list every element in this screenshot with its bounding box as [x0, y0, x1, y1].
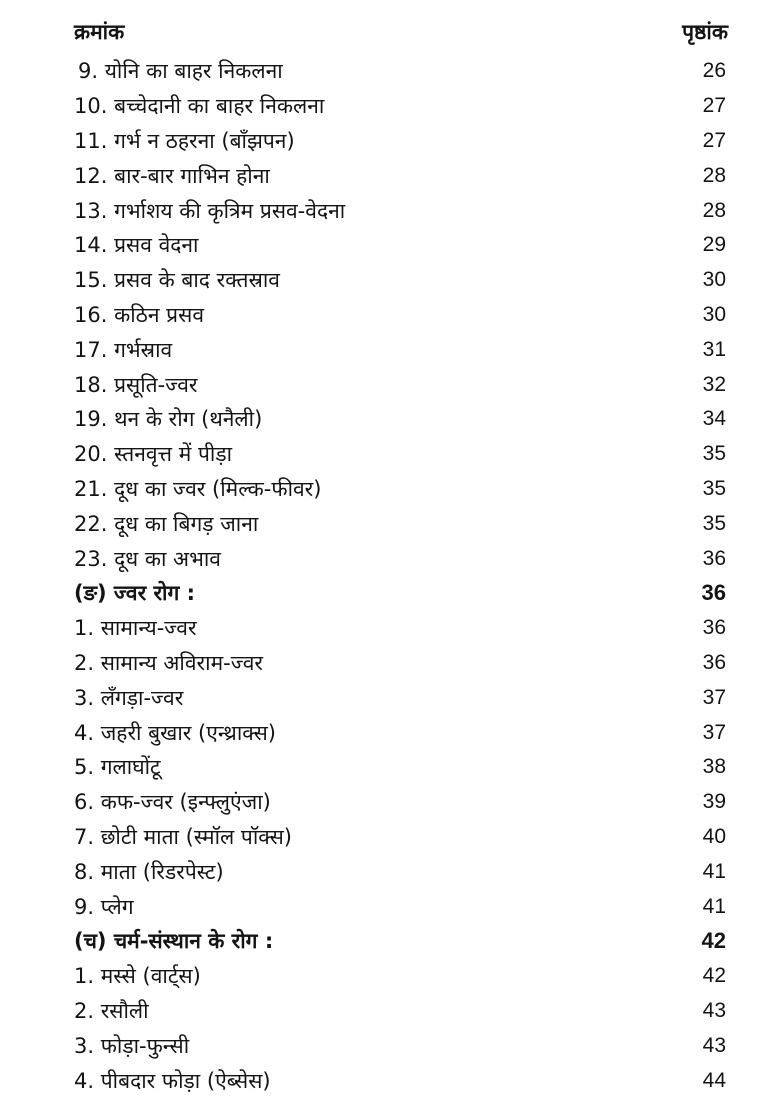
entry-page-number: 36	[702, 546, 726, 570]
contents-list	[0, 54, 780, 1098]
entry-title: 2. सामान्य अविराम-ज्वर	[74, 650, 263, 675]
contents-entry	[0, 994, 780, 1029]
entry-page-number: 26	[702, 59, 726, 83]
entry-title: 3. फोड़ा-फुन्सी	[74, 1033, 190, 1058]
contents-entry	[0, 332, 780, 367]
section-title: (च) चर्म-संस्थान के रोग :	[74, 929, 274, 954]
contents-entry	[0, 541, 780, 576]
entry-page-number: 41	[702, 894, 726, 918]
section-heading-row	[0, 924, 780, 959]
entry-page-number: 36	[701, 580, 726, 606]
entry-title: 2. रसौली	[74, 998, 149, 1023]
contents-entry	[0, 228, 780, 263]
section-title: (ङ) ज्वर रोग :	[74, 581, 196, 606]
contents-entry	[0, 785, 780, 820]
contents-entry	[0, 680, 780, 715]
entry-title: 16. कठिन प्रसव	[74, 302, 204, 327]
entry-page-number: 43	[702, 998, 726, 1022]
serial-number-heading: क्रमांक	[74, 20, 125, 44]
entry-title: 10. बच्चेदानी का बाहर निकलना	[74, 94, 325, 119]
entry-title: 7. छोटी माता (स्मॉल पॉक्स)	[74, 824, 292, 849]
entry-title: 4. जहरी बुखार (एन्थ्राक्स)	[74, 720, 276, 745]
entry-page-number: 42	[701, 928, 726, 954]
entry-page-number: 35	[702, 442, 726, 466]
contents-entry	[0, 854, 780, 889]
entry-page-number: 38	[702, 755, 726, 779]
entry-page-number: 43	[702, 1033, 726, 1057]
entry-page-number: 37	[702, 720, 726, 744]
entry-page-number: 36	[702, 616, 726, 640]
entry-title: 1. मस्से (वार्ट्स)	[74, 964, 201, 989]
contents-entry	[0, 715, 780, 750]
contents-entry	[0, 889, 780, 924]
entry-page-number: 29	[702, 233, 726, 257]
entry-title: 9. योनि का बाहर निकलना	[78, 59, 283, 84]
entry-title: 13. गर्भाशय की कृत्रिम प्रसव-वेदना	[74, 198, 346, 223]
entry-page-number: 32	[702, 372, 726, 396]
entry-page-number: 30	[702, 302, 726, 326]
contents-entry	[0, 1028, 780, 1063]
contents-entry	[0, 89, 780, 124]
contents-entry	[0, 959, 780, 994]
contents-entry	[0, 124, 780, 159]
entry-title: 22. दूध का बिगड़ जाना	[74, 511, 259, 536]
entry-title: 6. कफ-ज्वर (इन्फ्लुएंजा)	[74, 790, 271, 815]
entry-page-number: 34	[702, 407, 726, 431]
entry-title: 18. प्रसूति-ज्वर	[74, 372, 198, 397]
entry-title: 15. प्रसव के बाद रक्तस्राव	[74, 268, 280, 293]
contents-entry	[0, 367, 780, 402]
entry-page-number: 27	[702, 94, 726, 118]
contents-entry	[0, 437, 780, 472]
entry-title: 14. प्रसव वेदना	[74, 233, 199, 258]
entry-title: 17. गर्भस्राव	[74, 337, 173, 362]
entry-title: 11. गर्भ न ठहरना (बाँझपन)	[74, 128, 295, 153]
section-heading-row	[0, 576, 780, 611]
entry-title: 19. थन के रोग (थनैली)	[74, 407, 263, 432]
entry-title: 23. दूध का अभाव	[74, 546, 221, 571]
entry-page-number: 28	[702, 163, 726, 187]
entry-page-number: 42	[702, 964, 726, 988]
entry-title: 4. पीबदार फोड़ा (ऐब्सेस)	[74, 1068, 271, 1093]
entry-title: 21. दूध का ज्वर (मिल्क-फीवर)	[74, 476, 322, 501]
entry-page-number: 30	[702, 268, 726, 292]
entry-title: 20. स्तनवृत्त में पीड़ा	[74, 442, 233, 467]
contents-entry	[0, 402, 780, 437]
page-number-heading: पृष्ठांक	[682, 20, 728, 44]
contents-entry	[0, 646, 780, 681]
contents-entry	[0, 820, 780, 855]
contents-entry	[0, 263, 780, 298]
entry-page-number: 40	[702, 824, 726, 848]
entry-title: 1. सामान्य-ज्वर	[74, 616, 197, 641]
entry-title: 5. गलाघोंटू	[74, 755, 161, 780]
contents-entry	[0, 54, 780, 89]
contents-entry	[0, 193, 780, 228]
entry-page-number: 44	[702, 1068, 726, 1092]
column-header	[74, 14, 728, 50]
entry-page-number: 35	[702, 476, 726, 500]
contents-entry	[0, 750, 780, 785]
entry-page-number: 36	[702, 650, 726, 674]
entry-page-number: 31	[702, 337, 726, 361]
contents-entry	[0, 611, 780, 646]
entry-page-number: 28	[702, 198, 726, 222]
contents-entry	[0, 506, 780, 541]
entry-page-number: 27	[702, 128, 726, 152]
entry-page-number: 39	[702, 790, 726, 814]
contents-entry	[0, 472, 780, 507]
entry-title: 12. बार-बार गाभिन होना	[74, 163, 270, 188]
entry-title: 9. प्लेग	[74, 894, 134, 919]
contents-entry	[0, 158, 780, 193]
contents-entry	[0, 298, 780, 333]
entry-page-number: 41	[702, 859, 726, 883]
entry-page-number: 37	[702, 685, 726, 709]
entry-page-number: 35	[702, 511, 726, 535]
entry-title: 8. माता (रिडरपेस्ट)	[74, 859, 224, 884]
contents-entry	[0, 1063, 780, 1098]
entry-title: 3. लँगड़ा-ज्वर	[74, 685, 184, 710]
